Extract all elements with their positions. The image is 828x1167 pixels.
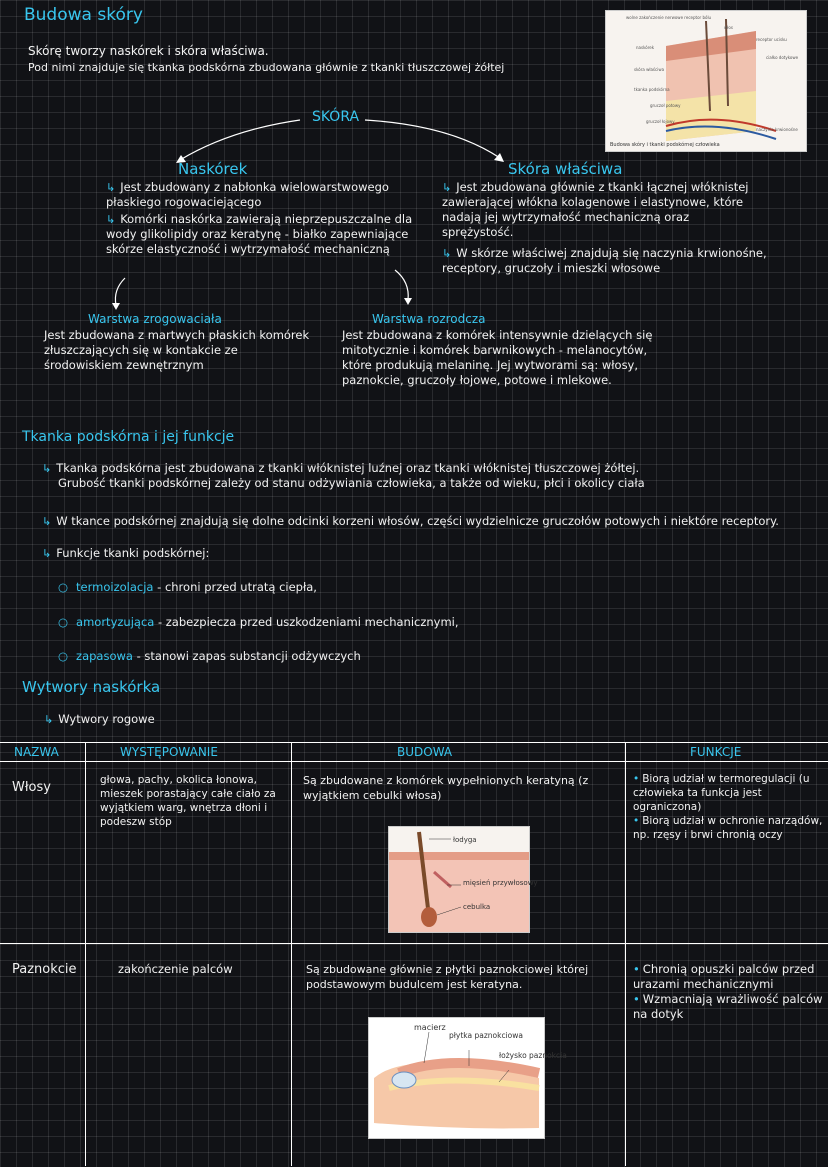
function-term: termoizolacja [76, 580, 154, 594]
arrow-icon: ↳ [106, 181, 116, 194]
funkcja-text: Biorą udział w termoregulacji (u człowieka ta funkcja jest ograniczona) [633, 773, 810, 813]
bullet-icon: • [633, 773, 640, 785]
naskorek-point-1 [106, 180, 436, 210]
bullet-icon: • [633, 992, 640, 1006]
hair-label-lodyga: łodyga [453, 836, 477, 844]
skora-wlasciwa-point-1 [442, 180, 762, 240]
skora-wlasciwa-point-1-text: Jest zbudowana głównie z tkanki łącznej włóknistej zawierającej włókna kolagenowe i elastynowe, które nadają jej wytrzymałość mechaniczną oraz sprężystość. [442, 180, 749, 239]
row-funkcje-paznokcie [633, 962, 823, 1022]
nail-illustration [369, 1018, 567, 1138]
fig-label-gruczol-potowy: gruczoł potowy [650, 103, 681, 108]
funkcja-item [633, 814, 825, 842]
row-wyst-paznokcie: zakończenie palców [118, 962, 233, 976]
podskorna-p1-text: Tkanka podskórna jest zbudowana z tkanki włóknistej luźnej oraz tkanki włóknistej tłuszczowej żółtej. [56, 461, 640, 475]
page-title: Budowa skóry [24, 5, 143, 25]
arrow-icon: ↳ [442, 247, 452, 260]
skora-wlasciwa-point-2 [442, 246, 772, 276]
row-funkcje-wlosy [633, 772, 825, 842]
wytwory-heading: Wytwory naskórka [22, 678, 161, 696]
funkcja-text: Wzmacniają wrażliwość palców na dotyk [633, 992, 823, 1021]
row-name-wlosy: Włosy [12, 780, 51, 795]
fig-label-skora-wlasciwa: skóra właściwa [634, 67, 665, 72]
row-budowa-wlosy: Są zbudowane z komórek wypełnionych keratyną (z wyjątkiem cebulki włosa) [303, 774, 589, 802]
arrow-icon: ↳ [42, 515, 52, 528]
funkcja-item [633, 962, 823, 992]
table-header-wystepowanie: WYSTĘPOWANIE [120, 745, 218, 759]
fig-label-receptor-bolu: wolne zakończenie nerwowe receptor bólu [626, 15, 712, 20]
bullet-icon: • [633, 962, 640, 976]
podskorna-p2-text: W tkance podskórnej znajdują się dolne odcinki korzeni włosów, części wydzielnicze gruczołów potowych i niektóre receptory. [56, 514, 779, 528]
table-col-divider [291, 743, 292, 1166]
podskorna-p1b-text: Grubość tkanki podskórnej zależy od stanu odżywiania człowieka, a także od wieku, płci i okolicy ciała [58, 476, 645, 490]
figure-caption: Budowa skóry i tkanki podskórnej człowieka [610, 142, 720, 148]
funkcja-item [633, 992, 823, 1022]
skora-label: SKÓRA [312, 109, 360, 125]
wytwory-sub-text: Wytwory rogowe [58, 712, 155, 726]
function-item [58, 580, 317, 595]
arrow-icon: ↳ [42, 547, 52, 560]
fig-label-wlos: włos [724, 25, 733, 30]
fig-label-naskorek: naskórek [636, 45, 655, 50]
bullet-icon: ○ [58, 649, 69, 663]
podskorna-p1 [42, 461, 762, 491]
naskorek-point-2 [106, 212, 446, 257]
hair-label-cebulka: cebulka [463, 903, 491, 911]
warstwa-zrogowaciala-heading: Warstwa zrogowaciała [88, 312, 222, 326]
function-desc: - chroni przed utratą ciepła, [157, 580, 317, 594]
table-header-nazwa: NAZWA [14, 745, 59, 759]
warstwa-rozrodcza-text: Jest zbudowana z komórek intensywnie dzielących się mitotycznie i komórek barwnikowych - melanocytów, które produkują melaninę. Jej wytworami są: włosy, paznokcie, gruczoły łojowe, potowe i mlekowe. [342, 328, 653, 387]
table-header-budowa: BUDOWA [397, 745, 453, 759]
naskorek-point-2-text: Komórki naskórka zawierają nieprzepuszczalne dla wody glikolipidy oraz keratynę - białko zapewniające skórze elastyczność i wytrzymałość mechaniczną [106, 212, 413, 256]
naskorek-heading: Naskórek [178, 160, 248, 178]
podskorna-p3-text: Funkcje tkanki podskórnej: [56, 546, 210, 560]
funkcja-text: Biorą udział w ochronie narządów, np. rzęsy i brwi chronią oczy [633, 815, 823, 841]
hair-illustration [389, 827, 538, 932]
skora-wlasciwa-point-2-text: W skórze właściwej znajdują się naczynia krwionośne, receptory, gruczoły i mieszki włosowe [442, 246, 767, 275]
podskorna-heading: Tkanka podskórna i jej funkcje [22, 429, 235, 445]
funkcja-item [633, 772, 825, 814]
arrow-icon: ↳ [442, 181, 452, 194]
fig-label-gruczol-lojowy: gruczoł łojowy [646, 119, 675, 124]
podskorna-p2 [42, 514, 822, 529]
table-header-border [0, 761, 828, 762]
nail-label-macierz: macierz [414, 1023, 446, 1032]
intro-line-1: Skórę tworzy naskórek i skóra właściwa. [28, 44, 269, 58]
bullet-icon: ○ [58, 580, 69, 594]
table-header-funkcje: FUNKCJE [690, 745, 742, 759]
podskorna-p3 [42, 546, 209, 561]
fig-label-cialko-dotykowe: ciałko dotykowe [766, 55, 799, 60]
fig-label-receptor-ucisku: receptor ucisku [756, 37, 787, 42]
table-top-border [0, 742, 828, 743]
hair-label-miesien: mięsień przywłosowy [463, 879, 538, 887]
warstwa-rozrodcza-heading: Warstwa rozrodcza [372, 312, 486, 326]
bullet-icon: ○ [58, 615, 69, 629]
function-term: amortyzująca [76, 615, 155, 629]
wytwory-sub [44, 712, 155, 727]
fig-label-naczynia: naczynia krwionośne [756, 127, 798, 132]
row-budowa-paznokcie: Są zbudowane głównie z płytki paznokciowej której podstawowym budulcem jest keratyna. [306, 963, 589, 991]
skora-wlasciwa-heading: Skóra właściwa [508, 160, 623, 178]
function-term: zapasowa [76, 649, 133, 663]
arrow-icon: ↳ [44, 713, 54, 726]
table-col-divider [85, 743, 86, 1166]
function-desc: - zabezpiecza przed uszkodzeniami mechanicznymi, [157, 615, 459, 629]
row-name-paznokcie: Paznokcie [12, 962, 77, 977]
nail-diagram [368, 1017, 567, 1139]
funkcja-text: Chronią opuszki palców przed urazami mechanicznymi [633, 962, 815, 991]
function-item [58, 649, 361, 664]
nail-label-plytka: płytka paznokciowa [449, 1031, 523, 1040]
function-item [58, 615, 459, 630]
table-row-separator [0, 943, 828, 944]
arrow-icon: ↳ [42, 462, 52, 475]
table-col-divider [625, 743, 626, 1166]
arrow-icon: ↳ [106, 213, 116, 226]
hair-diagram [388, 826, 538, 933]
function-desc: - stanowi zapas substancji odżywczych [136, 649, 361, 663]
warstwa-zrogowaciala-text: Jest zbudowana z martwych płaskich komórek złuszczających się w kontakcie ze środowiskiem zewnętrznym [44, 328, 310, 372]
naskorek-point-1-text: Jest zbudowany z nabłonka wielowarstwowego płaskiego rogowaciejącego [106, 180, 389, 209]
row-wyst-wlosy: głowa, pachy, okolica łonowa, mieszek porastający całe ciało za wyjątkiem warg, wnętrza dłoni i podeszw stóp [100, 774, 276, 828]
intro-line-2: Pod nimi znajduje się tkanka podskórna zbudowana głównie z tkanki tłuszczowej żółtej [28, 61, 505, 74]
fig-label-tkanka-podskorna: tkanka podskórna [634, 87, 670, 92]
nail-label-lozysko: łożysko paznokcia [499, 1051, 567, 1060]
bullet-icon: • [633, 815, 640, 827]
